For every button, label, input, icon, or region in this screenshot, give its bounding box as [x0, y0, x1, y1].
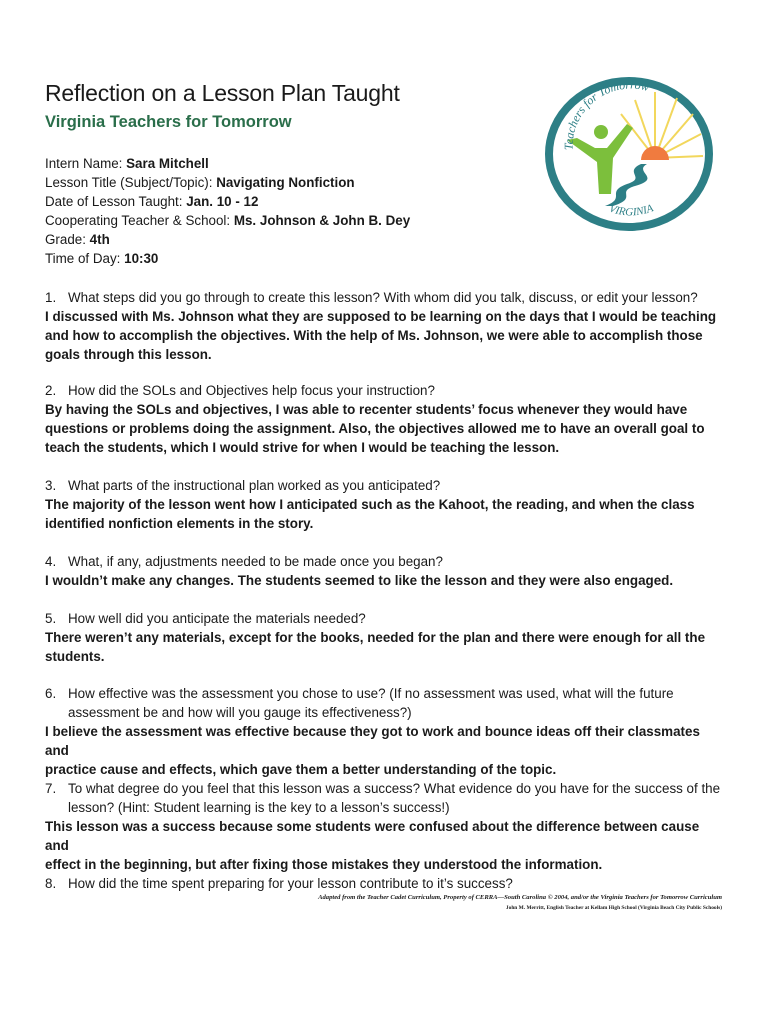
intern-name-value: Sara Mitchell	[126, 156, 209, 171]
question-block-3	[45, 476, 725, 533]
question-text: How did the time spent preparing for your lesson contribute to it’s success?	[68, 876, 513, 891]
logo-top-text: Teachers for Tomorrow	[561, 77, 651, 151]
lesson-title-value: Navigating Nonfiction	[216, 175, 355, 190]
grade-value: 4th	[89, 232, 110, 247]
question-text: How did the SOLs and Objectives help focus your instruction?	[68, 383, 435, 398]
question-number: 8.	[45, 876, 57, 891]
footer-author: John M. Merritt, English Teacher at Kellam High School (Virginia Beach City Public Schools)	[505, 905, 722, 911]
question-number: 6.	[45, 686, 57, 701]
page-title: Reflection on a Lesson Plan Taught	[45, 80, 400, 106]
question-block-6	[45, 684, 725, 779]
answer-text: There weren’t any materials, except for the books, needed for the plan and there were enough for all the students.	[45, 630, 706, 664]
cooperating-teacher-label: Cooperating Teacher & School:	[45, 213, 234, 228]
page-subtitle: Virginia Teachers for Tomorrow	[45, 113, 292, 131]
question-number: 4.	[45, 554, 57, 569]
question-number: 5.	[45, 611, 57, 626]
time-of-day-label: Time of Day:	[45, 251, 125, 266]
question-text: What steps did you go through to create this lesson? With whom did you talk, discuss, or edit your lesson?	[68, 290, 698, 305]
footer-attribution: Adapted from the Teacher Cadet Curriculum, Property of CERRA—South Carolina © 2004, and/or the Virginia Teachers for Tomorrow Curriculum	[318, 894, 722, 901]
time-of-day-row	[45, 249, 410, 268]
lesson-date-row	[45, 192, 410, 211]
question-number: 2.	[45, 383, 57, 398]
question-block-7	[45, 779, 725, 874]
intern-name-row	[45, 154, 410, 173]
answer-text: By having the SOLs and objectives, I was able to recenter students’ focus whenever they would have questions or problems doing the assignment. Also, the objectives allowed me to have an overall goal to teach the students, which I would strive for when I would be teaching the lesson.	[45, 402, 705, 455]
svg-text:Teachers for Tomorrow	[562, 78, 651, 151]
question-number: 7.	[45, 781, 57, 796]
question-block-2	[45, 381, 725, 457]
time-of-day-value: 10:30	[124, 251, 159, 266]
question-block-5	[45, 609, 725, 666]
question-text: How well did you anticipate the materials needed?	[68, 611, 366, 626]
question-block-4	[45, 552, 725, 590]
lesson-date-label: Date of Lesson Taught:	[45, 194, 187, 209]
grade-row	[45, 230, 410, 249]
question-text: What, if any, adjustments needed to be made once you began?	[68, 554, 443, 569]
question-text: What parts of the instructional plan worked as you anticipated?	[68, 478, 441, 493]
svg-text:VIRGINIA	[607, 202, 655, 218]
question-block-1	[45, 288, 725, 364]
logo-ring	[549, 81, 709, 227]
grade-label: Grade:	[45, 232, 90, 247]
lesson-info	[45, 154, 410, 268]
answer-text: This lesson was a success because some students were confused about the difference between cause and effect in the beginning, but after fixing those mistakes they understood the information.	[45, 819, 700, 872]
question-number: 3.	[45, 478, 57, 493]
teachers-for-tomorrow-logo	[543, 74, 715, 232]
intern-name-label: Intern Name:	[45, 156, 127, 171]
answer-text: I discussed with Ms. Johnson what they are supposed to be learning on the days that I would be teaching and how to accomplish the objectives. With the help of Ms. Johnson, we were able to accomplish those goals through this lesson.	[45, 309, 717, 362]
question-block-8	[45, 874, 725, 893]
cooperating-teacher-row	[45, 211, 410, 230]
answer-text: The majority of the lesson went how I anticipated such as the Kahoot, the reading, and when the class identified nonfiction elements in the story.	[45, 497, 695, 531]
question-text: To what degree do you feel that this lesson was a success? What evidence do you have for the success of the lesson? (Hint: Student learning is the key to a lesson’s success!)	[68, 781, 721, 815]
lesson-title-row	[45, 173, 410, 192]
lesson-date-value: Jan. 10 - 12	[186, 194, 259, 209]
logo-bottom-text: VIRGINIA	[607, 202, 655, 219]
question-text: How effective was the assessment you chose to use? (If no assessment was used, what will the future assessment be and how will you gauge its effectiveness?)	[68, 686, 674, 720]
cooperating-teacher-value: Ms. Johnson & John B. Dey	[233, 213, 411, 228]
answer-text: I wouldn’t make any changes. The students seemed to like the lesson and they were also engaged.	[45, 573, 674, 588]
question-number: 1.	[45, 290, 57, 305]
answer-text: I believe the assessment was effective because they got to work and bounce ideas off their classmates and practice cause and effects, which gave them a better understanding of the topic.	[45, 724, 700, 777]
lesson-title-label: Lesson Title (Subject/Topic):	[45, 175, 217, 190]
